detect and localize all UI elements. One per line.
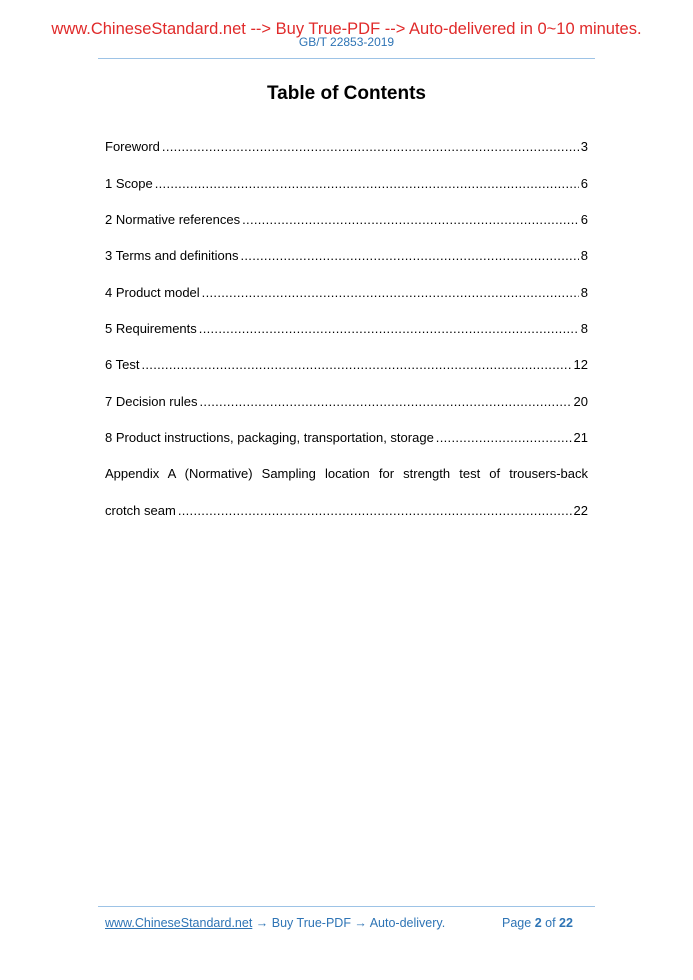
toc-entry-page: 8 (580, 321, 588, 336)
toc-entry-normative-references[interactable] (105, 212, 588, 228)
footer-divider (98, 906, 595, 907)
header-divider (98, 58, 595, 59)
toc-entry-label: 5 Requirements (105, 321, 197, 336)
dot-leader (155, 176, 579, 192)
site-link[interactable]: www.ChineseStandard.net (105, 916, 253, 930)
toc-entry-test[interactable] (105, 357, 588, 373)
toc-entry-page: 21 (573, 430, 588, 445)
toc-entry-label: 3 Terms and definitions (105, 248, 239, 263)
dot-leader (240, 248, 578, 264)
page-title: Table of Contents (266, 83, 427, 104)
toc-entry-label: 8 Product instructions, packaging, transportation, storage (105, 430, 434, 445)
auto-delivery-text: Auto-delivery. (369, 916, 446, 930)
toc-entry-appendix-a[interactable]: Appendix A (Normative) Sampling location for strength test of trousers-back (105, 466, 588, 481)
toc-entry-label: 2 Normative references (105, 212, 241, 227)
toc-entry-page: 8 (580, 248, 588, 263)
toc-entry-decision-rules[interactable] (105, 394, 588, 410)
toc-entry-foreword[interactable] (105, 139, 588, 155)
page-indicator (502, 916, 573, 931)
toc-entry-appendix-a-continued[interactable] (105, 503, 588, 519)
arrow-right-icon: → (252, 916, 272, 930)
toc-entry-label: 7 Decision rules (105, 394, 198, 409)
toc-entry-label: crotch seam (105, 503, 176, 518)
toc-entry-label: 6 Test (105, 357, 140, 372)
toc-entry-page: 22 (573, 503, 588, 518)
toc-entry-requirements[interactable] (105, 321, 588, 337)
toc-entry-label: 1 Scope (105, 176, 153, 191)
dot-leader (199, 321, 579, 337)
arrow-right-icon: → (350, 916, 370, 930)
toc-entry-page: 12 (573, 357, 588, 372)
dot-leader (162, 139, 579, 155)
page-word: Page (502, 916, 532, 930)
promo-banner[interactable]: www.ChineseStandard.net --> Buy True-PDF --> Auto-delivered in 0~10 minutes. (51, 20, 642, 38)
toc-entry-scope[interactable] (105, 176, 588, 192)
buy-pdf-link[interactable]: Buy True-PDF (271, 916, 351, 930)
toc-entry-page: 3 (580, 139, 588, 154)
toc-entry-product-instructions[interactable] (105, 430, 588, 446)
toc-entry-page: 6 (580, 176, 588, 191)
standard-number: GB/T 22853-2019 (298, 35, 395, 49)
dot-leader (436, 430, 572, 446)
toc-entry-page: 20 (573, 394, 588, 409)
of-word: of (545, 916, 556, 930)
current-page-number: 2 (534, 916, 542, 930)
total-pages-number: 22 (559, 916, 573, 930)
footer-links (105, 916, 445, 931)
toc-entry-page: 6 (580, 212, 588, 227)
toc-entry-product-model[interactable] (105, 285, 588, 301)
toc-entry-label: Foreword (105, 139, 160, 154)
dot-leader (202, 285, 579, 301)
dot-leader (178, 503, 572, 519)
toc-entry-terms-definitions[interactable] (105, 248, 588, 264)
dot-leader (141, 357, 571, 373)
dot-leader (200, 394, 572, 410)
toc-entry-page: 8 (580, 285, 588, 300)
dot-leader (242, 212, 579, 228)
toc-entry-label: 4 Product model (105, 285, 200, 300)
